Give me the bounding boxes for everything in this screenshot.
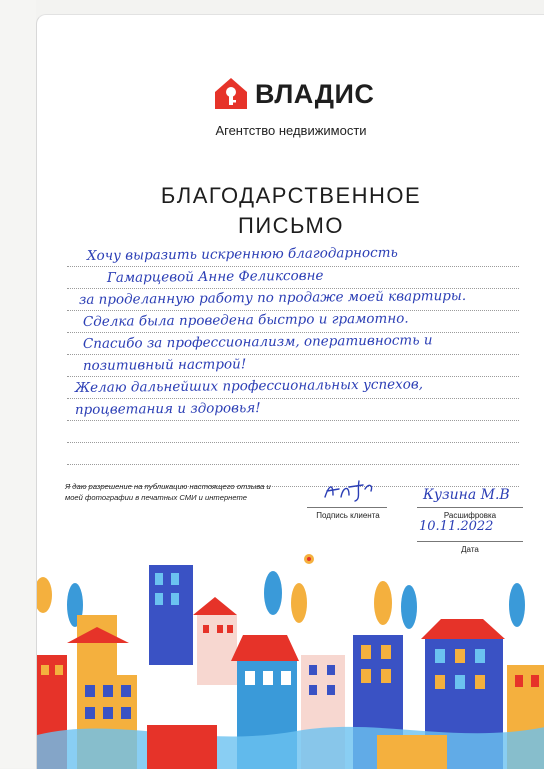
handwritten-body	[67, 245, 519, 487]
decoding-value: Кузина М.В	[423, 487, 510, 503]
decoding-caption: Расшифровка	[443, 511, 497, 520]
date-value: 10.11.2022	[419, 519, 494, 534]
brand-tagline: Агентство недвижимости	[215, 123, 367, 138]
signature-line	[307, 507, 387, 508]
handwritten-text: Хочу выразить искреннюю благодарность	[86, 244, 398, 264]
scan-margin	[0, 0, 36, 768]
ruled-line	[67, 421, 519, 443]
house-key-icon	[213, 75, 249, 111]
title-line-2: ПИСЬМО	[238, 213, 344, 238]
handwritten-text: Гамарцевой Анне Феликсовне	[106, 267, 324, 286]
handwritten-text: процветания и здоровья!	[74, 400, 261, 418]
ruled-line	[67, 311, 519, 333]
publication-consent: Я даю разрешение на публикацию настоящего отзыва и моей фотографии в печатных СМИ и интернете	[65, 482, 271, 502]
handwritten-text: Спасибо за профессионализм, оперативность и	[82, 332, 433, 352]
title-line-1: БЛАГОДАРСТВЕННОЕ	[160, 183, 422, 208]
ruled-line	[67, 245, 519, 267]
ruled-line	[67, 289, 519, 311]
handwritten-text: Сделка была проведена быстро и грамотно.	[82, 310, 409, 330]
ruled-line	[67, 443, 519, 465]
handwritten-text: за проделанную работу по продаже моей квартиры.	[78, 287, 467, 308]
brand-logo	[213, 75, 393, 111]
ruled-line	[67, 267, 519, 289]
city-illustration	[37, 535, 544, 769]
ruled-line	[67, 355, 519, 377]
client-signature	[319, 477, 379, 505]
decoding-line	[417, 507, 523, 508]
ruled-line	[67, 333, 519, 355]
ruled-line	[67, 377, 519, 399]
letter-sheet	[36, 14, 544, 769]
ruled-line	[67, 399, 519, 421]
date-caption: Дата	[461, 545, 479, 554]
brand-name: ВЛАДИС	[255, 79, 375, 109]
handwritten-text: Желаю дальнейших профессиональных успехов,	[74, 376, 424, 396]
handwritten-text: позитивный настрой!	[82, 356, 247, 374]
signature-caption: Подпись клиента	[316, 511, 380, 520]
document-title	[37, 181, 544, 241]
